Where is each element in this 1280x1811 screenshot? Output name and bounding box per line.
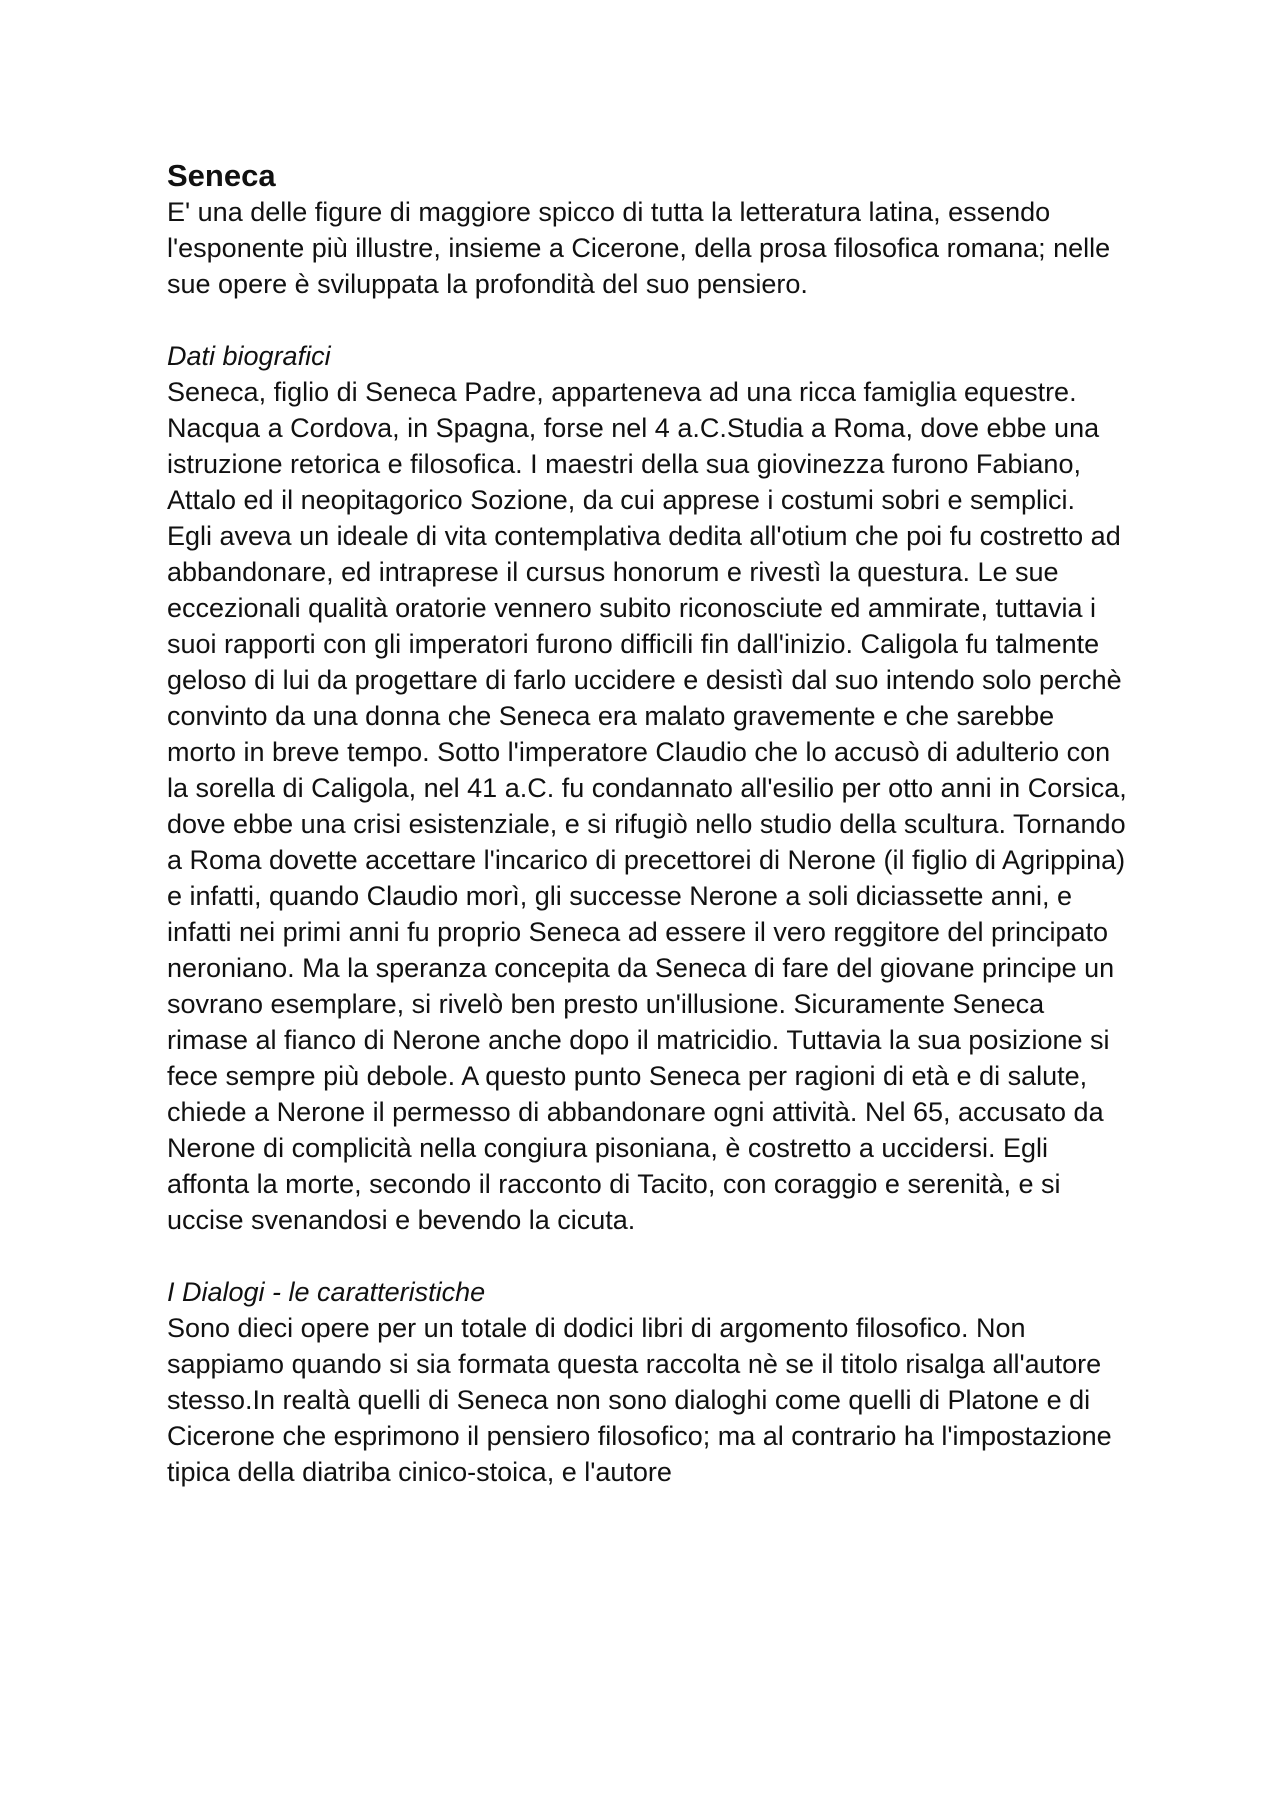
document-page xyxy=(167,158,1127,1490)
section-dati-biografici xyxy=(167,338,1127,1238)
section-body: Sono dieci opere per un totale di dodici libri di argomento filosofico. Non sappiamo quando si sia formata questa raccolta nè se il titolo risalga all'autore stesso.In realtà quelli di Seneca non sono dialoghi come quelli di Platone e di Cicerone che esprimono il pensiero filosofico; ma al contrario ha l'impostazione tipica della diatriba cinico-stoica, e l'autore xyxy=(167,1313,1112,1487)
section-heading: I Dialogi - le caratteristiche xyxy=(167,1277,486,1307)
section-body: Seneca, figlio di Seneca Padre, apparteneva ad una ricca famiglia equestre. Nacqua a Cordova, in Spagna, forse nel 4 a.C.Studia a Roma, dove ebbe una istruzione retorica e filosofica. I maestri della sua giovinezza furono Fabiano, Attalo ed il neopitagorico Sozione, da cui apprese i costumi sobri e semplici. Egli aveva un ideale di vita contemplativa dedita all'otium che poi fu costretto ad abbandonare, ed intraprese il cursus honorum e rivestì la questura. Le sue eccezionali qualità oratorie vennero subito riconosciute ed ammirate, tuttavia i suoi rapporti con gli imperatori furono difficili fin dall'inizio. Caligola fu talmente geloso di lui da progettare di farlo uccidere e desistì dal suo intendo solo perchè convinto da una donna che Seneca era malato gravemente e che sarebbe morto in breve tempo. Sotto l'imperatore Claudio che lo accusò di adulterio con la sorella di Caligola, nel 41 a.C. fu condannato all'esilio per otto anni in Corsica, dove ebbe una crisi esistenziale, e si rifugiò nello studio della scultura. Tornando a Roma dovette accettare l'incarico di precettorei di Nerone (il figlio di Agrippina) e infatti, quando Claudio morì, gli successe Nerone a soli diciassette anni, e infatti nei primi anni fu proprio Seneca ad essere il vero reggitore del principato neroniano. Ma la speranza concepita da Seneca di fare del giovane principe un sovrano esemplare, si rivelò ben presto un'illusione. Sicuramente Seneca rimase al fianco di Nerone anche dopo il matricidio. Tuttavia la sua posizione si fece sempre più debole. A questo punto Seneca per ragioni di età e di salute, chiede a Nerone il permesso di abbandonare ogni attività. Nel 65, accusato da Nerone di complicità nella congiura pisoniana, è costretto a uccidersi. Egli affonta la morte, secondo il racconto di Tacito, con coraggio e serenità, e si uccise svenandosi e bevendo la cicuta. xyxy=(167,377,1127,1235)
document-title: Seneca xyxy=(167,158,276,193)
section-heading: Dati biografici xyxy=(167,341,331,371)
section-dialogi xyxy=(167,1274,1127,1490)
intro-paragraph: E' una delle figure di maggiore spicco di tutta la letteratura latina, essendo l'esponente più illustre, insieme a Cicerone, della prosa filosofica romana; nelle sue opere è sviluppata la profondità del suo pensiero. xyxy=(167,197,1111,299)
